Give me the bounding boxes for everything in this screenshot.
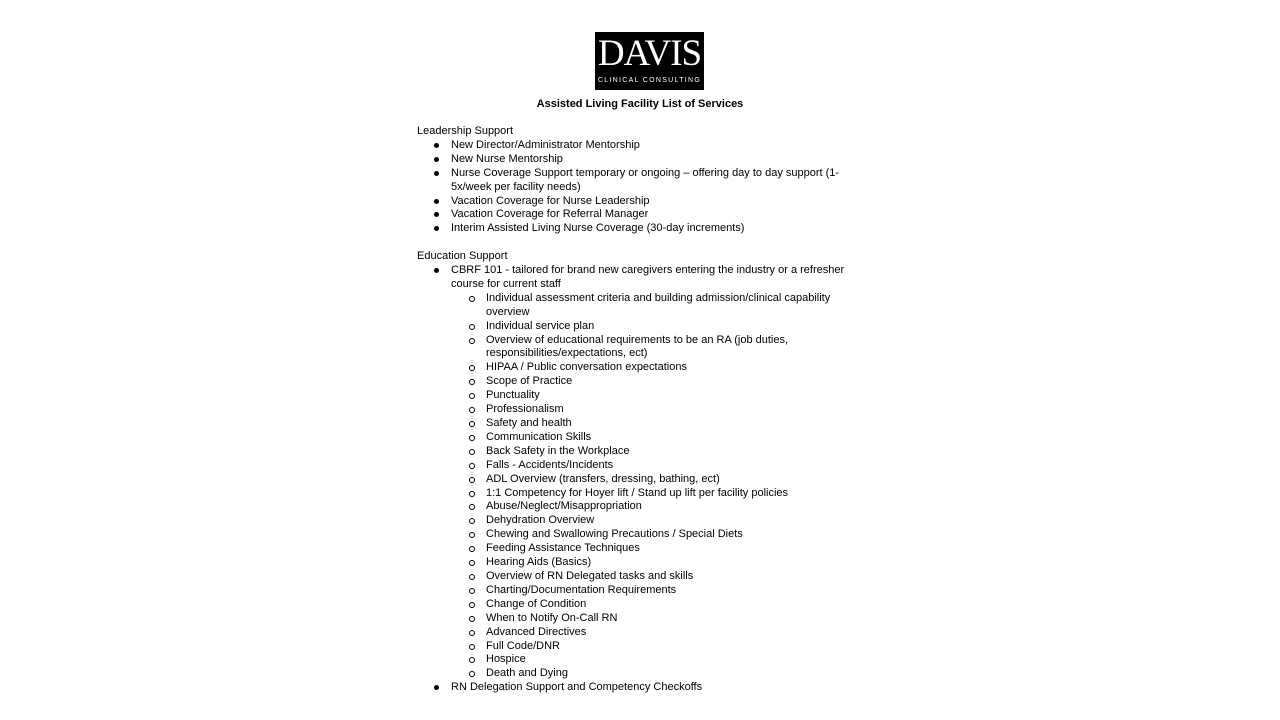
list-item: Nurse Coverage Support temporary or ongoing – offering day to day support (1-5x/week per facility needs) — [417, 167, 871, 195]
list-item: New Director/Administrator Mentorship — [417, 139, 871, 153]
sub-list-item: Advanced Directives — [417, 626, 876, 640]
sub-list-item: When to Notify On-Call RN — [417, 612, 876, 626]
sub-list-item: Dehydration Overview — [417, 514, 876, 528]
list-item: RN Delegation Support and Competency Checkoffs — [417, 681, 871, 695]
education-list — [417, 264, 887, 695]
section-spacer — [417, 236, 887, 250]
sub-list-item: Scope of Practice — [417, 375, 876, 389]
sub-list-item: 1:1 Competency for Hoyer lift / Stand up lift per facility policies — [417, 487, 876, 501]
section-heading-education: Education Support — [417, 250, 508, 263]
sub-list-item: ADL Overview (transfers, dressing, bathing, ect) — [417, 473, 876, 487]
sub-list-item: HIPAA / Public conversation expectations — [417, 361, 876, 375]
sub-list-item: Falls - Accidents/Incidents — [417, 459, 876, 473]
sub-list-item: Abuse/Neglect/Misappropriation — [417, 500, 876, 514]
sub-list-item: Overview of RN Delegated tasks and skills — [417, 570, 876, 584]
list-item: Vacation Coverage for Referral Manager — [417, 208, 871, 222]
sub-list-item: Feeding Assistance Techniques — [417, 542, 876, 556]
sub-list-item: Communication Skills — [417, 431, 876, 445]
services-content — [417, 125, 887, 695]
sub-list-item: Hearing Aids (Basics) — [417, 556, 876, 570]
section-heading-leadership: Leadership Support — [417, 125, 514, 137]
list-item: New Nurse Mentorship — [417, 153, 871, 167]
leadership-list — [417, 139, 887, 236]
sub-list-item: Chewing and Swallowing Precautions / Special Diets — [417, 528, 876, 542]
cbrf-topics-list — [451, 292, 871, 681]
sub-list-item: Individual assessment criteria and building admission/clinical capability overview — [417, 292, 876, 320]
sub-list-item: Change of Condition — [417, 598, 876, 612]
sub-list-item: Death and Dying — [417, 667, 876, 681]
sub-list-item: Punctuality — [417, 389, 876, 403]
list-item: Interim Assisted Living Nurse Coverage (30-day increments) — [417, 222, 871, 236]
sub-list-item: Charting/Documentation Requirements — [417, 584, 876, 598]
sub-list-item: Professionalism — [417, 403, 876, 417]
logo-name: DAVIS — [597, 33, 702, 74]
company-logo — [595, 32, 704, 90]
sub-list-item: Overview of educational requirements to be an RA (job duties, responsibilities/expectations, ect) — [417, 334, 876, 362]
sub-list-item: Individual service plan — [417, 320, 876, 334]
list-item-cbrf-101 — [417, 264, 871, 681]
sub-list-item: Full Code/DNR — [417, 640, 876, 654]
sub-list-item: Back Safety in the Workplace — [417, 445, 876, 459]
sub-list-item: Hospice — [417, 653, 876, 667]
list-item: Vacation Coverage for Nurse Leadership — [417, 195, 871, 209]
logo-tagline: CLINICAL CONSULTING — [597, 77, 702, 84]
sub-list-item: Safety and health — [417, 417, 876, 431]
list-item-text: CBRF 101 - tailored for brand new caregivers entering the industry or a refresher course for current staff — [451, 264, 845, 290]
document-title: Assisted Living Facility List of Services — [536, 98, 744, 110]
